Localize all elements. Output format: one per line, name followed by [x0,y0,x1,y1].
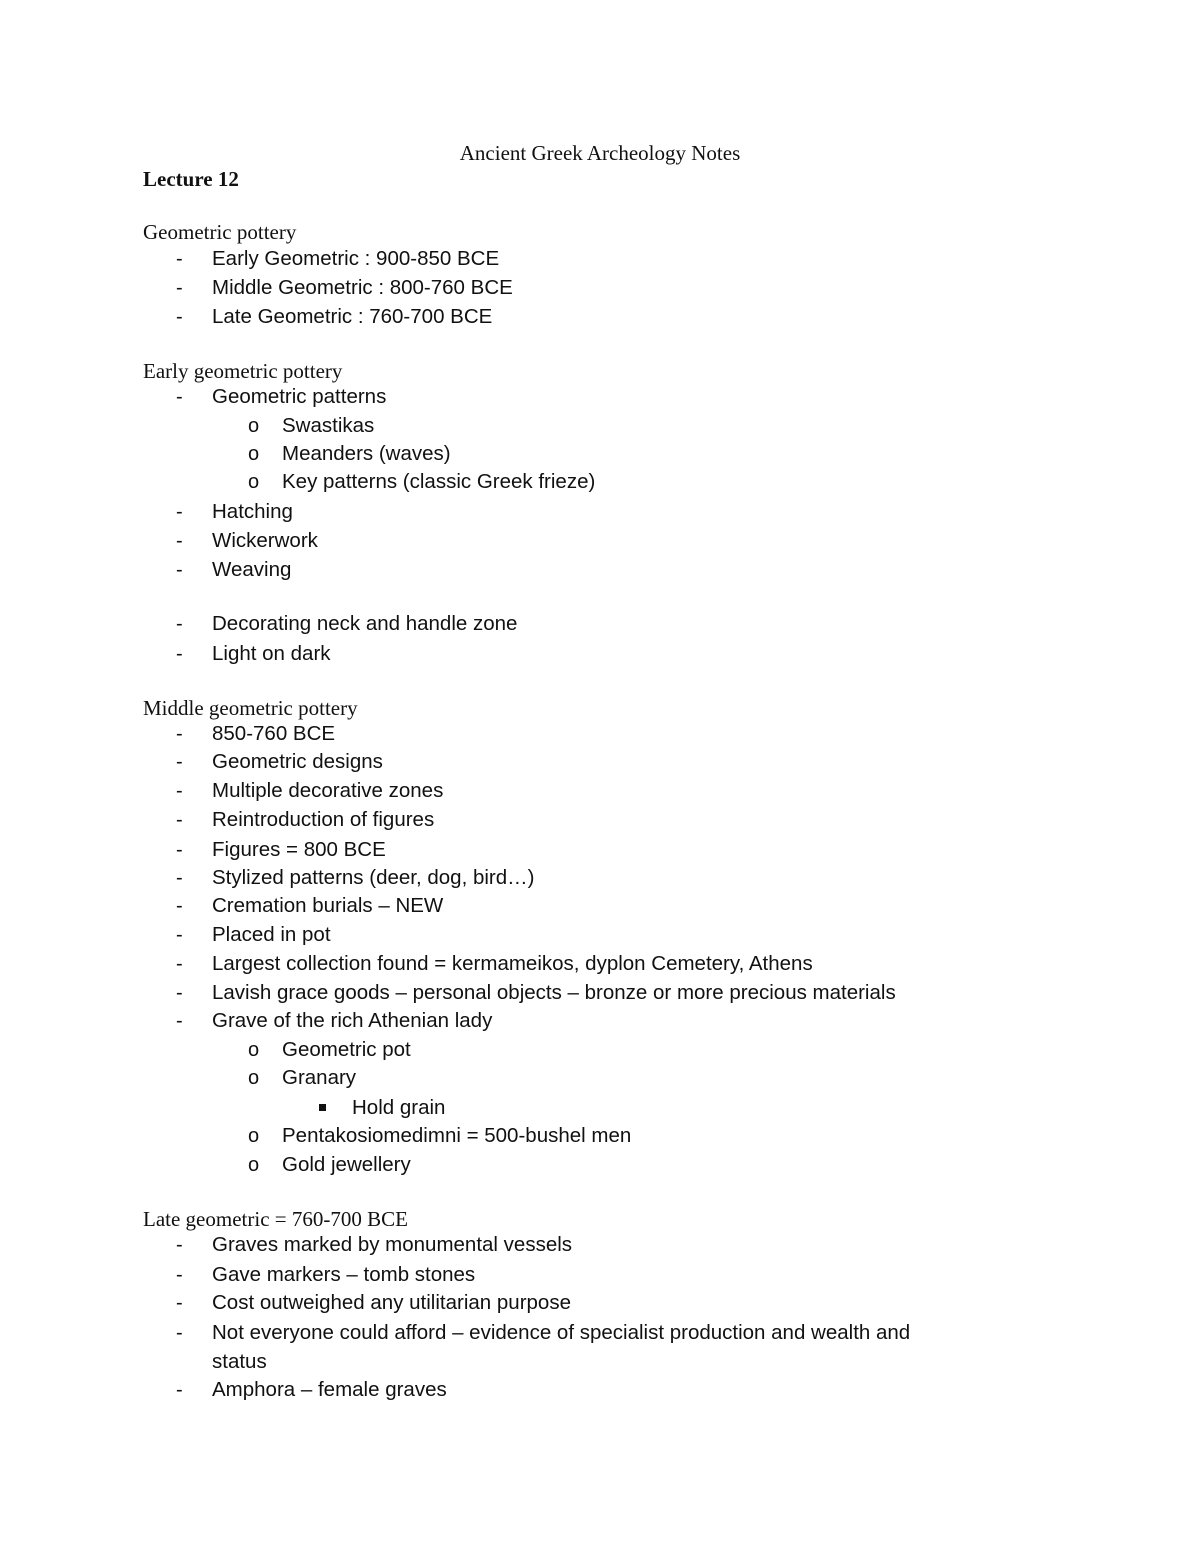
circle-bullet: o [248,443,260,465]
dash-bullet: - [176,1292,183,1314]
list-item: Hatching [212,500,293,523]
dash-bullet: - [176,1379,183,1401]
list-item: Stylized patterns (deer, dog, bird…) [212,866,535,889]
list-item: Late Geometric : 760-700 BCE [212,305,493,328]
list-item: Reintroduction of figures [212,808,435,831]
dash-bullet: - [176,1322,183,1344]
dash-bullet: - [176,248,183,270]
list-item: Figures = 800 BCE [212,838,386,861]
list-item: Geometric patterns [212,385,387,408]
circle-bullet: o [248,1125,260,1147]
list-item: Grave of the rich Athenian lady [212,1009,493,1032]
list-item: Multiple decorative zones [212,779,444,802]
dash-bullet: - [176,1010,183,1032]
list-item: Meanders (waves) [282,442,451,465]
dash-bullet: - [176,501,183,523]
list-item: Early Geometric : 900-850 BCE [212,247,500,270]
dash-bullet: - [176,780,183,802]
circle-bullet: o [248,415,260,437]
list-item: Decorating neck and handle zone [212,612,518,635]
list-item: Key patterns (classic Greek frieze) [282,470,596,493]
circle-bullet: o [248,1067,260,1089]
dash-bullet: - [176,982,183,1004]
list-item: Swastikas [282,414,375,437]
dash-bullet: - [176,277,183,299]
square-bullet-icon [319,1104,326,1111]
list-item: Hold grain [352,1096,446,1119]
dash-bullet: - [176,953,183,975]
section-heading: Middle geometric pottery [143,696,358,720]
dash-bullet: - [176,1234,183,1256]
list-item: Pentakosiomedimni = 500-bushel men [282,1124,632,1147]
lecture-heading: Lecture 12 [143,167,239,191]
section-heading: Geometric pottery [143,220,297,244]
list-item: Placed in pot [212,923,331,946]
list-item: Granary [282,1066,357,1089]
list-item: Graves marked by monumental vessels [212,1233,573,1256]
list-item-continuation: status [212,1350,267,1373]
section-heading: Early geometric pottery [143,359,343,383]
section-heading: Late geometric = 760-700 BCE [143,1207,408,1231]
list-item: Cremation burials – NEW [212,894,444,917]
list-item: Cost outweighed any utilitarian purpose [212,1291,571,1314]
document-title: Ancient Greek Archeology Notes [459,141,741,165]
dash-bullet: - [176,895,183,917]
list-item: Geometric pot [282,1038,411,1061]
circle-bullet: o [248,1039,260,1061]
dash-bullet: - [176,751,183,773]
list-item: Wickerwork [212,529,318,552]
dash-bullet: - [176,723,183,745]
list-item: Gave markers – tomb stones [212,1263,476,1286]
list-item: Light on dark [212,642,331,665]
dash-bullet: - [176,559,183,581]
list-item: Weaving [212,558,292,581]
dash-bullet: - [176,839,183,861]
circle-bullet: o [248,1154,260,1176]
dash-bullet: - [176,924,183,946]
dash-bullet: - [176,530,183,552]
dash-bullet: - [176,386,183,408]
dash-bullet: - [176,867,183,889]
dash-bullet: - [176,306,183,328]
list-item: Largest collection found = kermameikos, dyplon Cemetery, Athens [212,952,813,975]
list-item: Lavish grace goods – personal objects – bronze or more precious materials [212,981,896,1004]
dash-bullet: - [176,1264,183,1286]
list-item: Middle Geometric : 800-760 BCE [212,276,513,299]
list-item: Amphora – female graves [212,1378,447,1401]
list-item: Geometric designs [212,750,383,773]
list-item: Not everyone could afford – evidence of specialist production and wealth and [212,1321,911,1344]
list-item: 850-760 BCE [212,722,336,745]
dash-bullet: - [176,643,183,665]
circle-bullet: o [248,471,260,493]
dash-bullet: - [176,613,183,635]
dash-bullet: - [176,809,183,831]
list-item: Gold jewellery [282,1153,411,1176]
